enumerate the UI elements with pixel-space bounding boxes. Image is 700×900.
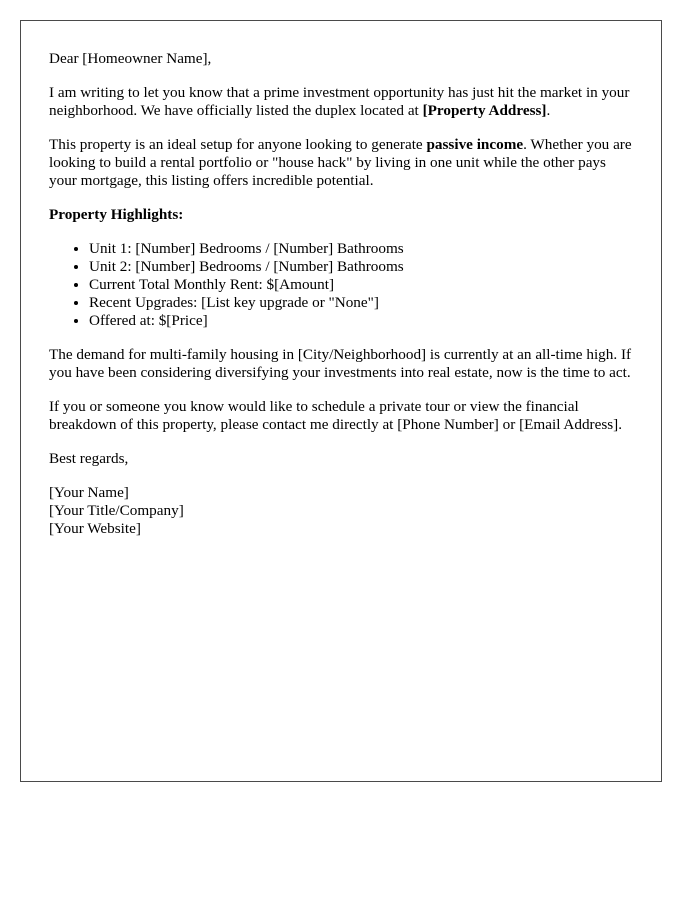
demand-paragraph: The demand for multi-family housing in [City/Neighborhood] is currently at an all-time high. If you have been considering diversifying your investments into real estate, now is the time to act.: [49, 346, 632, 381]
highlight-price: • Offered at: $[Price]: [89, 312, 633, 330]
signature-name: [Your Name]: [49, 484, 129, 501]
greeting: Dear [Homeowner Name],: [49, 50, 212, 67]
highlights-heading-paragraph: [49, 206, 633, 224]
pitch-text-end: . Whether you are looking to build a rental portfolio or "house hack" by living in one unit while the other pays your mortgage, this listing offers incredible potential.: [49, 136, 632, 189]
highlight-monthly-rent: • Current Total Monthly Rent: $[Amount]: [89, 276, 633, 294]
highlight-upgrades: • Recent Upgrades: [List key upgrade or "None"]: [89, 294, 633, 312]
intro-text: I am writing to let you know that a prime investment opportunity has just hit the market in your neighborhood. We have officially listed the duplex located at: [49, 84, 630, 119]
pitch-text: This property is an ideal setup for anyone looking to generate: [49, 136, 427, 153]
closing: Best regards,: [49, 450, 129, 467]
signature-website: [Your Website]: [49, 520, 141, 537]
signature-title: [Your Title/Company]: [49, 502, 184, 519]
highlight-unit-1: • Unit 1: [Number] Bedrooms / [Number] Bathrooms: [89, 240, 633, 258]
intro-paragraph: [49, 84, 633, 120]
contact-paragraph: If you or someone you know would like to schedule a private tour or view the financial breakdown of this property, please contact me directly at [Phone Number] or [Email Address].: [49, 398, 623, 433]
passive-income-emphasis: passive income: [426, 136, 524, 153]
property-address: [Property Address]: [422, 102, 547, 119]
highlight-unit-2: • Unit 2: [Number] Bedrooms / [Number] Bathrooms: [89, 258, 633, 276]
intro-end: .: [546, 102, 551, 119]
pitch-paragraph: [49, 136, 633, 190]
letter: [20, 20, 662, 782]
signature-block: [49, 484, 633, 538]
highlights-list: [49, 240, 633, 330]
highlights-heading: Property Highlights:: [49, 206, 184, 223]
